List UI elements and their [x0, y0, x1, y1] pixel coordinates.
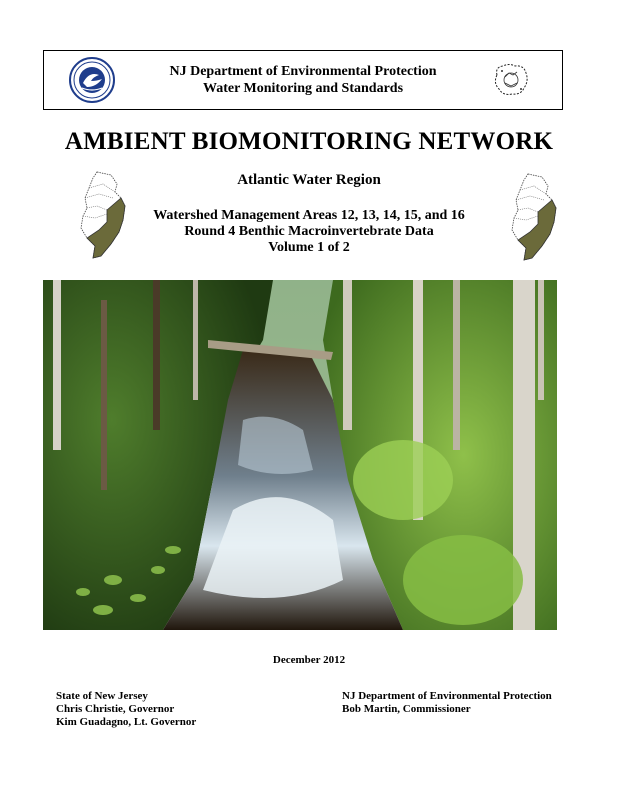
subtitle-line-1: Watershed Management Areas 12, 13, 14, 15, and 16: [153, 208, 465, 223]
footer-left-line-2: Chris Christie, Governor: [56, 703, 175, 715]
header-text: [44, 63, 562, 97]
subtitle-line-3: Volume 1 of 2: [268, 240, 350, 255]
header-line-1: NJ Department of Environmental Protection: [169, 64, 437, 79]
page-title: AMBIENT BIOMONITORING NETWORK: [64, 128, 554, 155]
footer-department: [342, 690, 552, 716]
footer-state: [56, 690, 196, 729]
subtitle-line-2: Round 4 Benthic Macroinvertebrate Data: [184, 224, 434, 239]
footer-left-line-1: State of New Jersey: [56, 690, 148, 702]
region-title: Atlantic Water Region: [237, 172, 381, 188]
header-box: [43, 50, 563, 110]
subtitle-block: [0, 208, 618, 256]
header-line-2: Water Monitoring and Standards: [202, 81, 404, 96]
publication-date: December 2012: [272, 654, 346, 666]
state-seal-icon: [491, 61, 531, 99]
footer-right-line-2: Bob Martin, Commissioner: [342, 703, 471, 715]
cover-photo: [43, 280, 557, 630]
footer-right-line-1: NJ Department of Environmental Protection: [342, 690, 552, 702]
footer-left-line-3: Kim Guadagno, Lt. Governor: [56, 716, 197, 728]
